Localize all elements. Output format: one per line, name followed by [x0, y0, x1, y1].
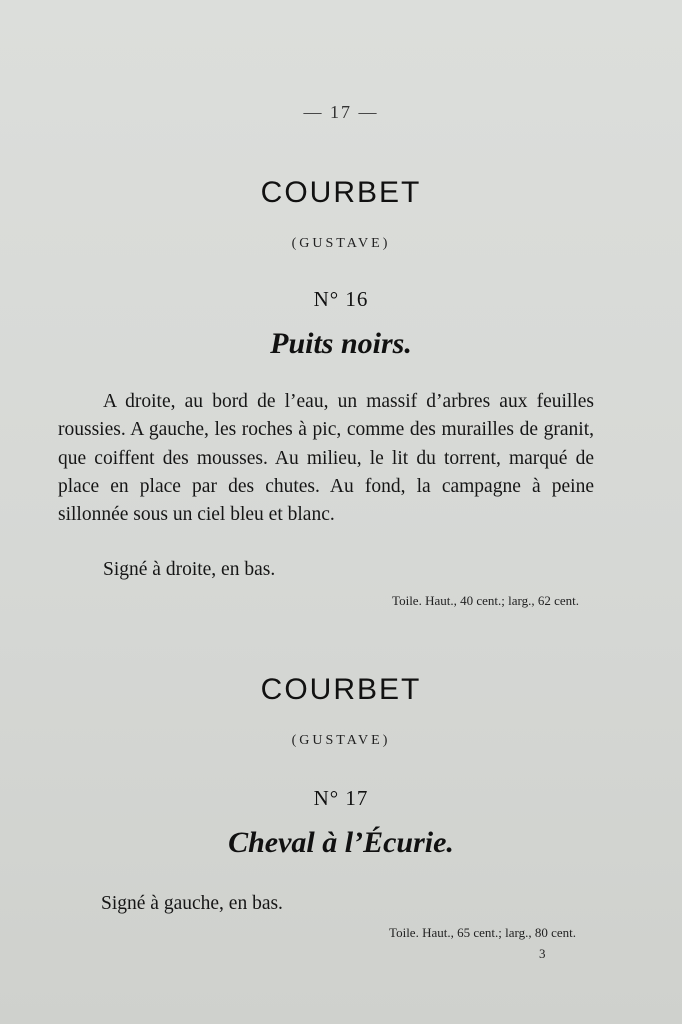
artist-first-name: (GUSTAVE)	[291, 733, 391, 748]
lot-number: N° 17	[313, 786, 369, 810]
signature-note: Signé à droite, en bas.	[103, 559, 276, 580]
painting-title: Cheval à l’Écurie.	[228, 826, 454, 859]
folio-number: 3	[539, 946, 546, 961]
signature-note: Signé à gauche, en bas.	[101, 893, 283, 914]
canvas-dimensions: Toile. Haut., 65 cent.; larg., 80 cent.	[389, 925, 576, 940]
painting-description: A droite, au bord de l’eau, un massif d’arbres aux feuilles roussies. A gauche, les roches à pic, comme des murailles de granit, que coiffent des mousses. Au milieu, le lit du torrent, marqué de place en place par des chutes. Au fond, la campagne à peine sillonnée sous un ciel bleu et blanc.	[58, 391, 594, 526]
canvas-dimensions: Toile. Haut., 40 cent.; larg., 62 cent.	[392, 593, 579, 608]
painting-title: Puits noirs.	[270, 327, 412, 360]
artist-name: COURBET	[260, 176, 422, 209]
page-number: — 17 —	[303, 102, 379, 122]
artist-name: COURBET	[260, 673, 422, 706]
lot-number: N° 16	[313, 287, 369, 311]
artist-first-name: (GUSTAVE)	[291, 236, 391, 251]
